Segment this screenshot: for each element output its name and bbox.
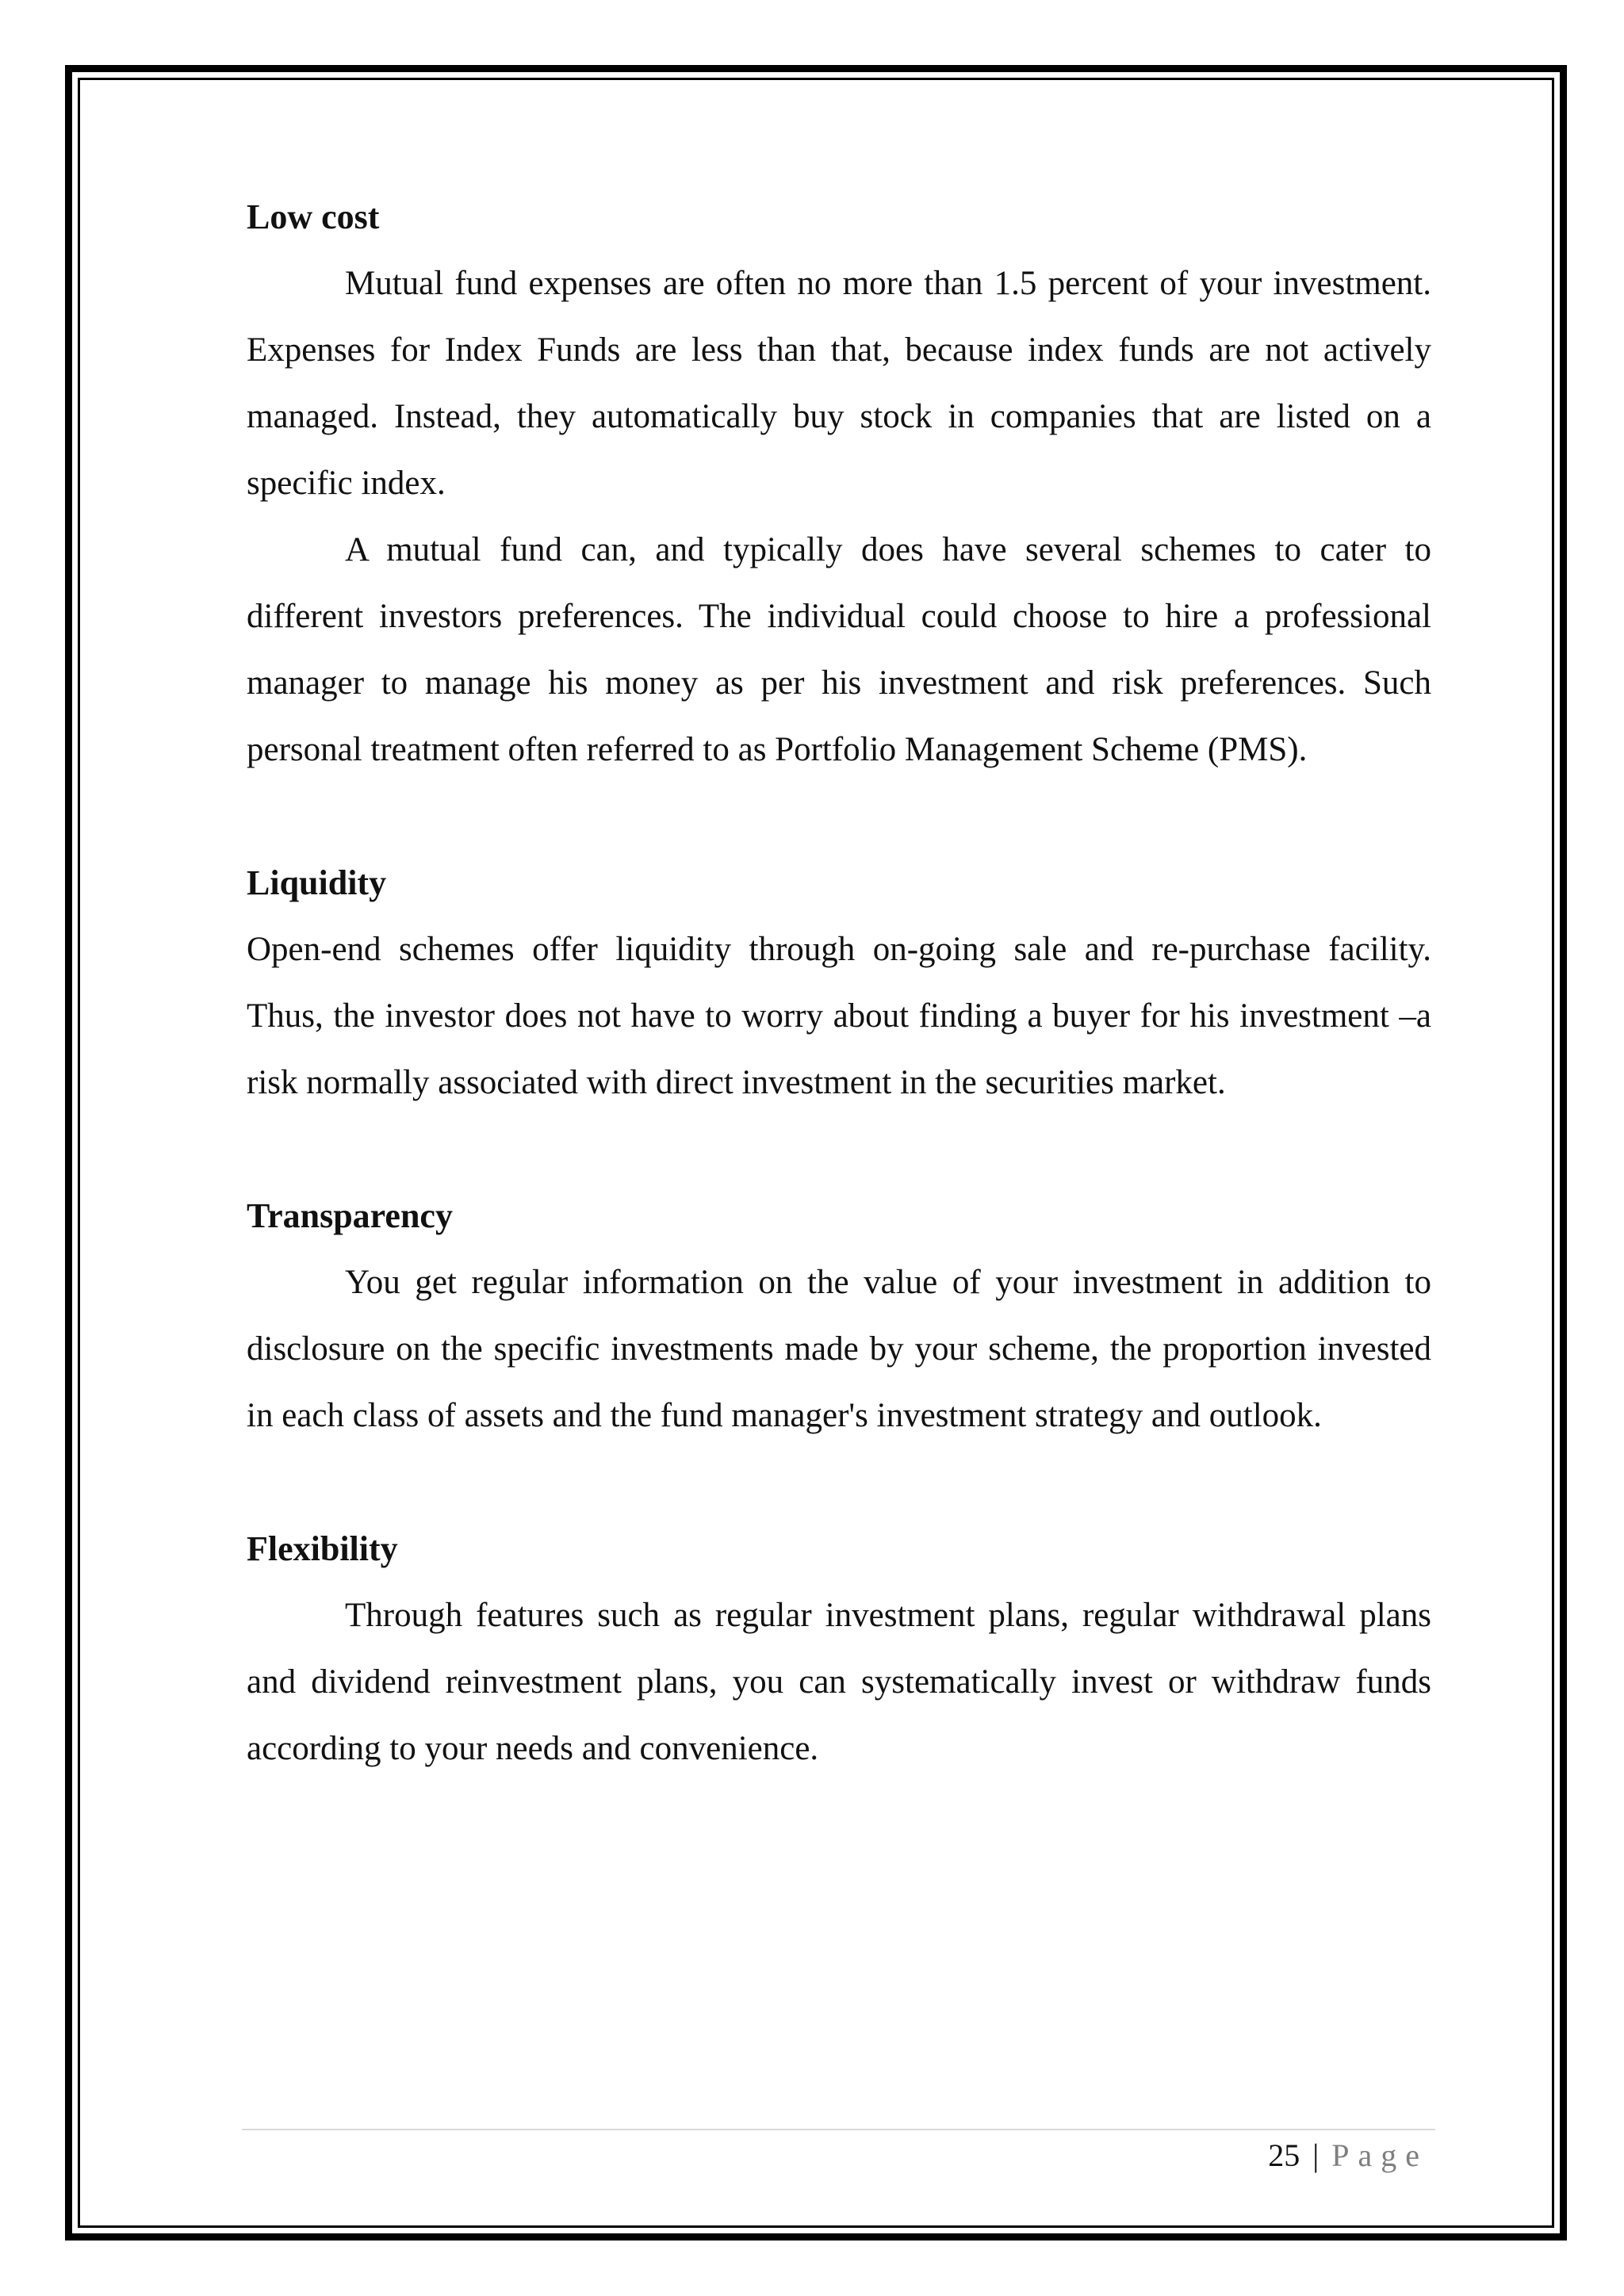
- section-heading: Liquidity: [247, 863, 387, 902]
- section-flexibility: [247, 1516, 1431, 1782]
- paragraph: Open-end schemes offer liquidity through on-going sale and re-purchase facility. Thus, the investor does not have to worry about finding a buyer for his investment –a risk normally associated with direct investment in the securities market.: [247, 931, 1431, 1101]
- section-low-cost: [247, 184, 1431, 783]
- section-heading: Transparency: [247, 1196, 453, 1235]
- section-heading: Flexibility: [247, 1529, 398, 1568]
- page-separator: |: [1312, 2137, 1320, 2173]
- page-footer: [1268, 2130, 1428, 2182]
- page-number: 25: [1268, 2137, 1300, 2173]
- document-body: [247, 184, 1431, 1782]
- page-label: Page: [1331, 2137, 1428, 2173]
- paragraph: Through features such as regular investment plans, regular withdrawal plans and dividend reinvestment plans, you can systematically invest or withdraw funds according to your needs and convenience.: [247, 1597, 1431, 1767]
- paragraph: Mutual fund expenses are often no more than 1.5 percent of your investment. Expenses for Index Funds are less than that, because index funds are not actively managed. Instead, they automatically buy stock in companies that are listed on a specific index.: [247, 265, 1431, 502]
- paragraph: A mutual fund can, and typically does have several schemes to cater to different investors preferences. The individual could choose to hire a professional manager to manage his money as per his investment and risk preferences. Such personal treatment often referred to as Portfolio Management Scheme (PMS).: [247, 531, 1431, 768]
- footer-divider: [242, 2129, 1435, 2130]
- section-heading: Low cost: [247, 197, 380, 236]
- paragraph: You get regular information on the value of your investment in addition to disclosure on the specific investments made by your scheme, the proportion invested in each class of assets and the fund manager's investment strategy and outlook.: [247, 1264, 1431, 1434]
- section-transparency: [247, 1183, 1431, 1449]
- section-liquidity: [247, 850, 1431, 1116]
